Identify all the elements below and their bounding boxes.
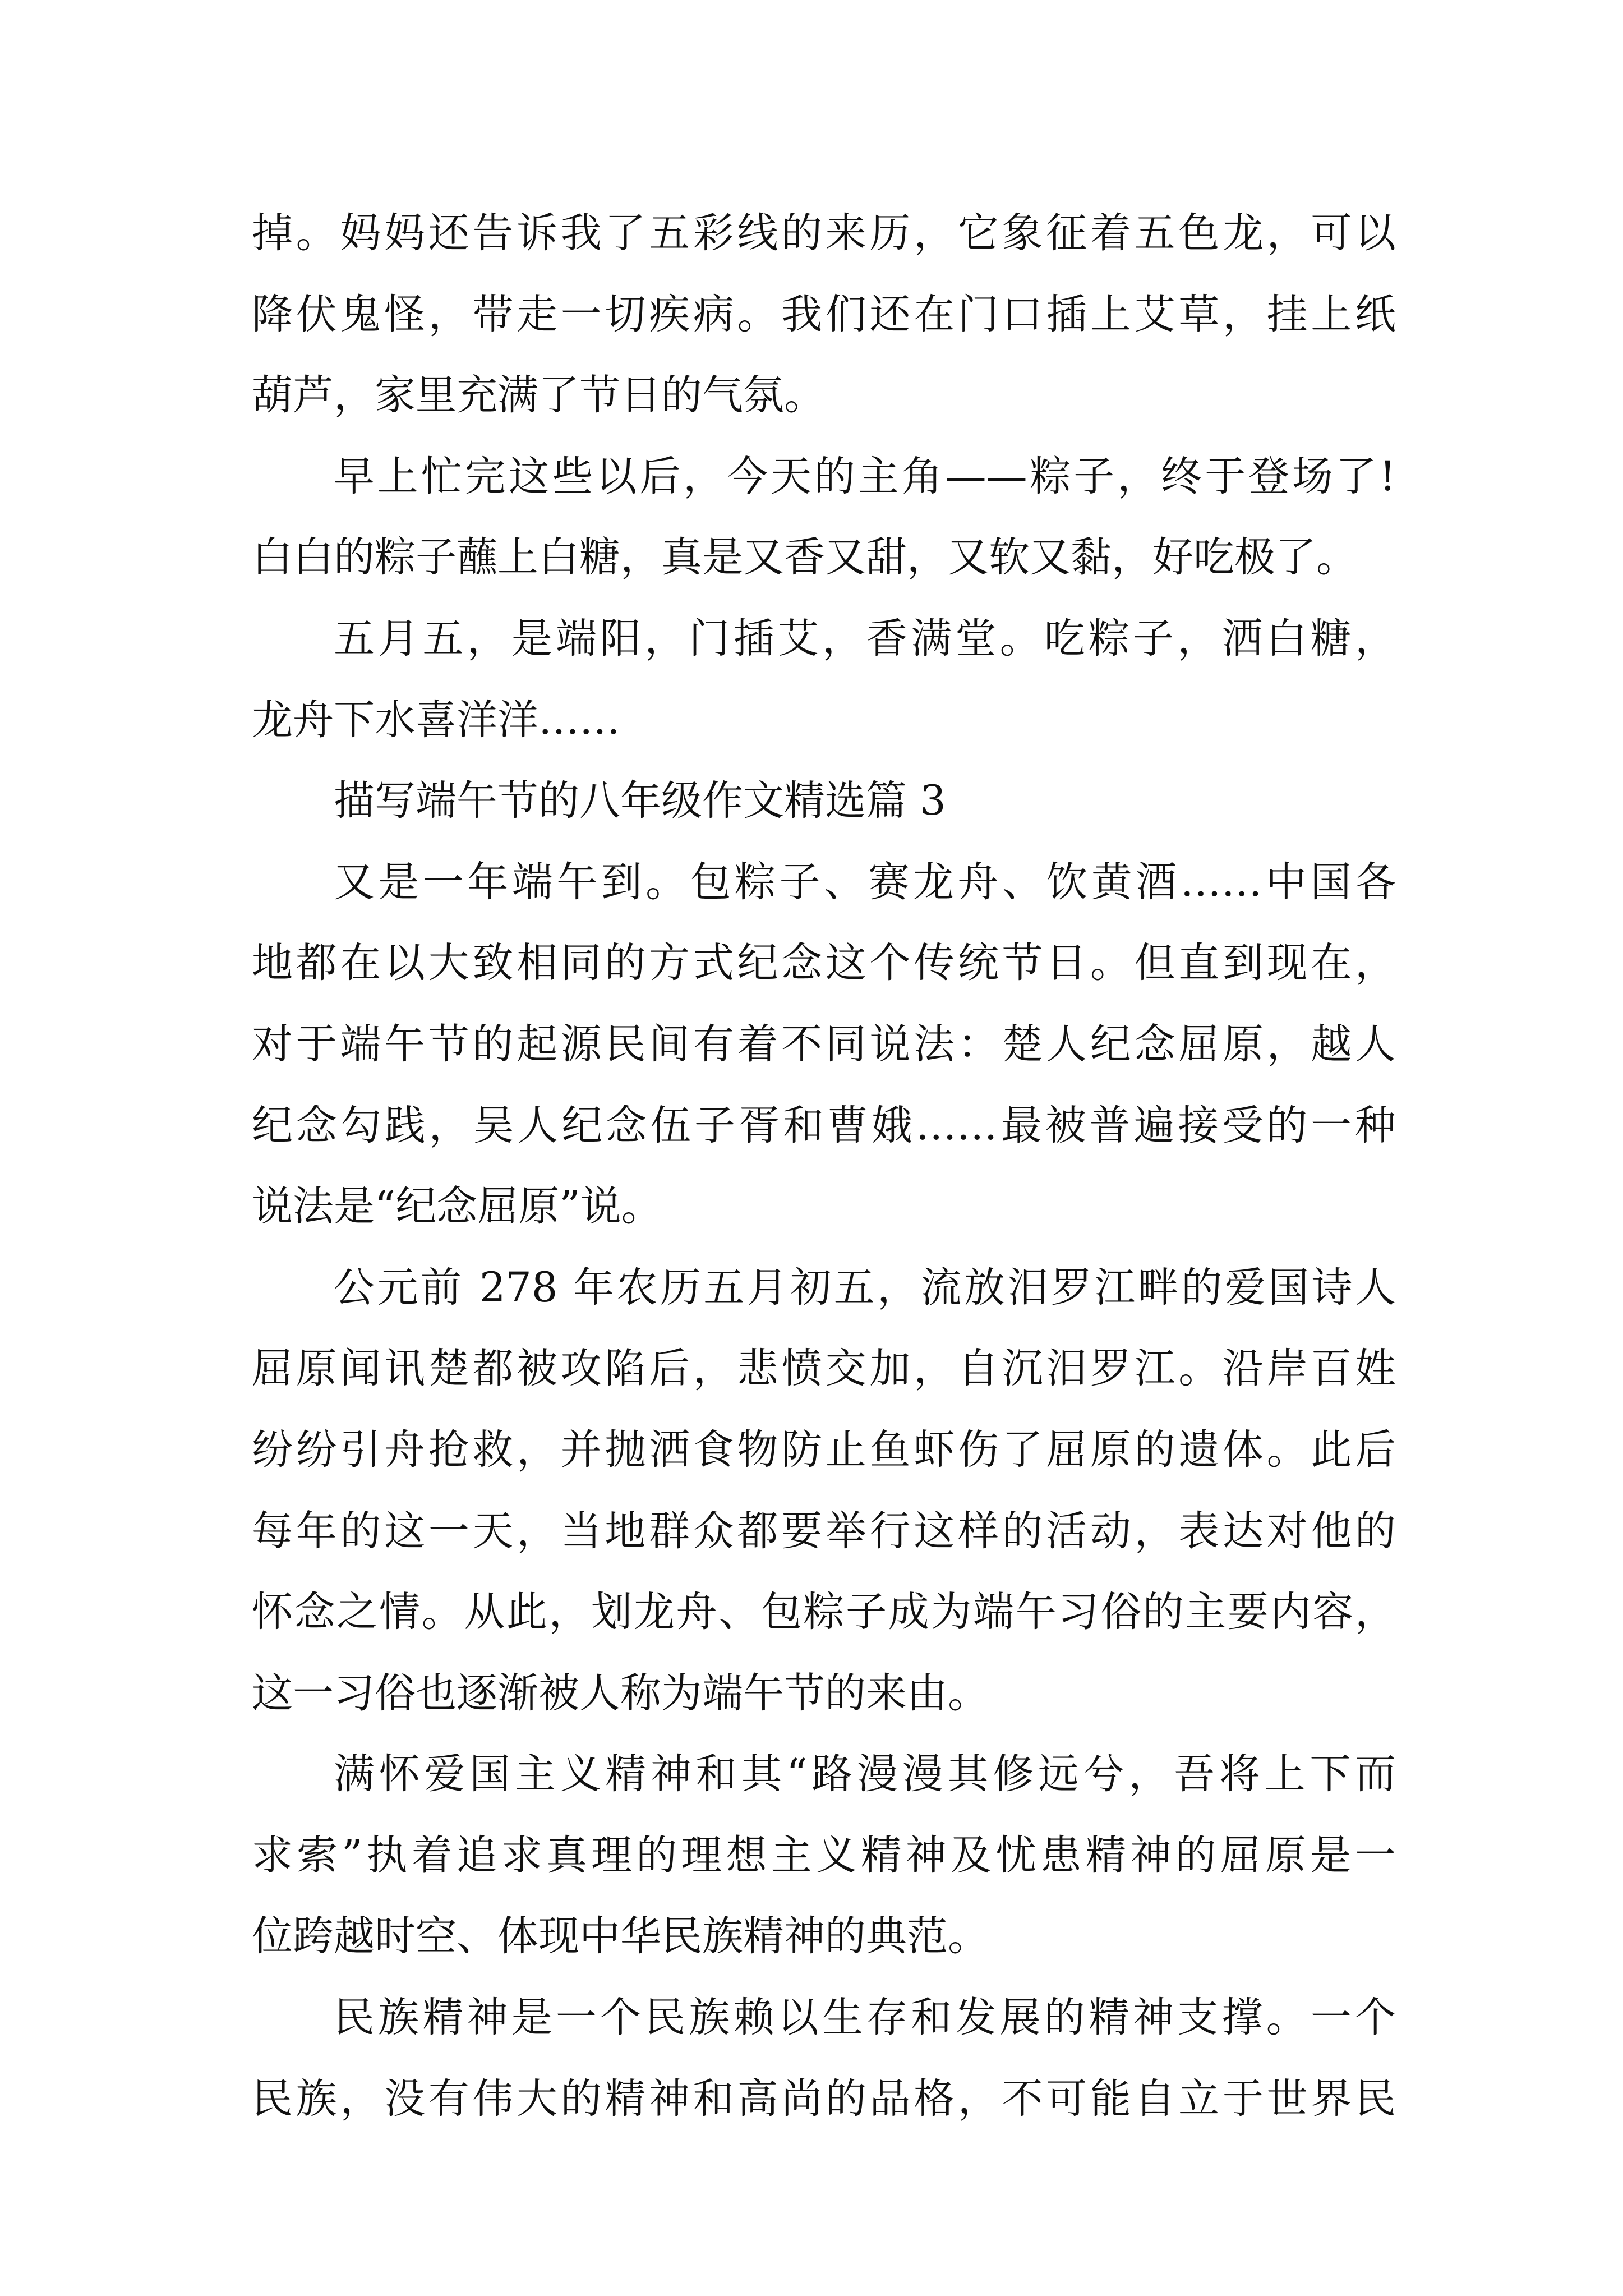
text-line: 求索”执着追求真理的理想主义精神及忧患精神的屈原是一 (252, 1831, 1396, 1879)
paragraph (252, 842, 1396, 1248)
text-line: 民族精神是一个民族赖以生存和发展的精神支撑。一个 (334, 1994, 1396, 2042)
text-line: 降伏鬼怪，带走一切疾病。我们还在门口插上艾草，挂上纸 (252, 290, 1396, 338)
text-line: 白白的粽子蘸上白糖，真是又香又甜，又软又黏，好吃极了。 (252, 533, 1357, 582)
text-line: 龙舟下水喜洋洋…… (252, 696, 620, 744)
text-line: 公元前 278 年农历五月初五，流放汨罗江畔的爱国诗人 (334, 1263, 1396, 1312)
text-line: 屈原闻讯楚都被攻陷后，悲愤交加，自沉汨罗江。沿岸百姓 (252, 1345, 1396, 1393)
text-line: 说法是“纪念屈原”说。 (252, 1182, 662, 1231)
paragraph (252, 193, 1396, 436)
text-line: 早上忙完这些以后，今天的主角——粽子，终于登场了! (334, 452, 1396, 500)
paragraph (252, 1248, 1396, 1734)
paragraph (252, 599, 1396, 761)
text-line: 地都在以大致相同的方式纪念这个传统节日。但直到现在， (252, 939, 1396, 987)
document-body (252, 193, 1396, 2139)
text-line: 民族，没有伟大的精神和高尚的品格，不可能自立于世界民 (252, 2074, 1396, 2123)
text-line: 每年的这一天，当地群众都要举行这样的活动，表达对他的 (252, 1507, 1396, 1555)
text-line: 葫芦，家里充满了节日的气氛。 (252, 371, 825, 420)
text-line: 怀念之情。从此，划龙舟、包粽子成为端午习俗的主要内容， (252, 1588, 1396, 1636)
text-line: 满怀爱国主义精神和其“路漫漫其修远兮，吾将上下而 (334, 1750, 1396, 1798)
text-line: 又是一年端午到。包粽子、赛龙舟、饮黄酒……中国各 (334, 858, 1396, 906)
text-line: 描写端午节的八年级作文精选篇 3 (334, 777, 946, 825)
text-line: 这一习俗也逐渐被人称为端午节的来由。 (252, 1669, 989, 1717)
paragraph (252, 1977, 1396, 2139)
text-line: 五月五，是端阳，门插艾，香满堂。吃粽子，洒白糖， (334, 614, 1396, 662)
paragraph (252, 1734, 1396, 1977)
text-line: 对于端午节的起源民间有着不同说法：楚人纪念屈原，越人 (252, 1020, 1396, 1068)
text-line: 纪念勾践，吴人纪念伍子胥和曹娥……最被普遍接受的一种 (252, 1101, 1396, 1149)
text-line: 纷纷引舟抢救，并抛洒食物防止鱼虾伤了屈原的遗体。此后 (252, 1425, 1396, 1474)
text-line: 掉。妈妈还告诉我了五彩线的来历，它象征着五色龙，可以 (252, 209, 1396, 257)
paragraph (252, 761, 1396, 842)
paragraph (252, 436, 1396, 599)
text-line: 位跨越时空、体现中华民族精神的典范。 (252, 1912, 989, 1961)
